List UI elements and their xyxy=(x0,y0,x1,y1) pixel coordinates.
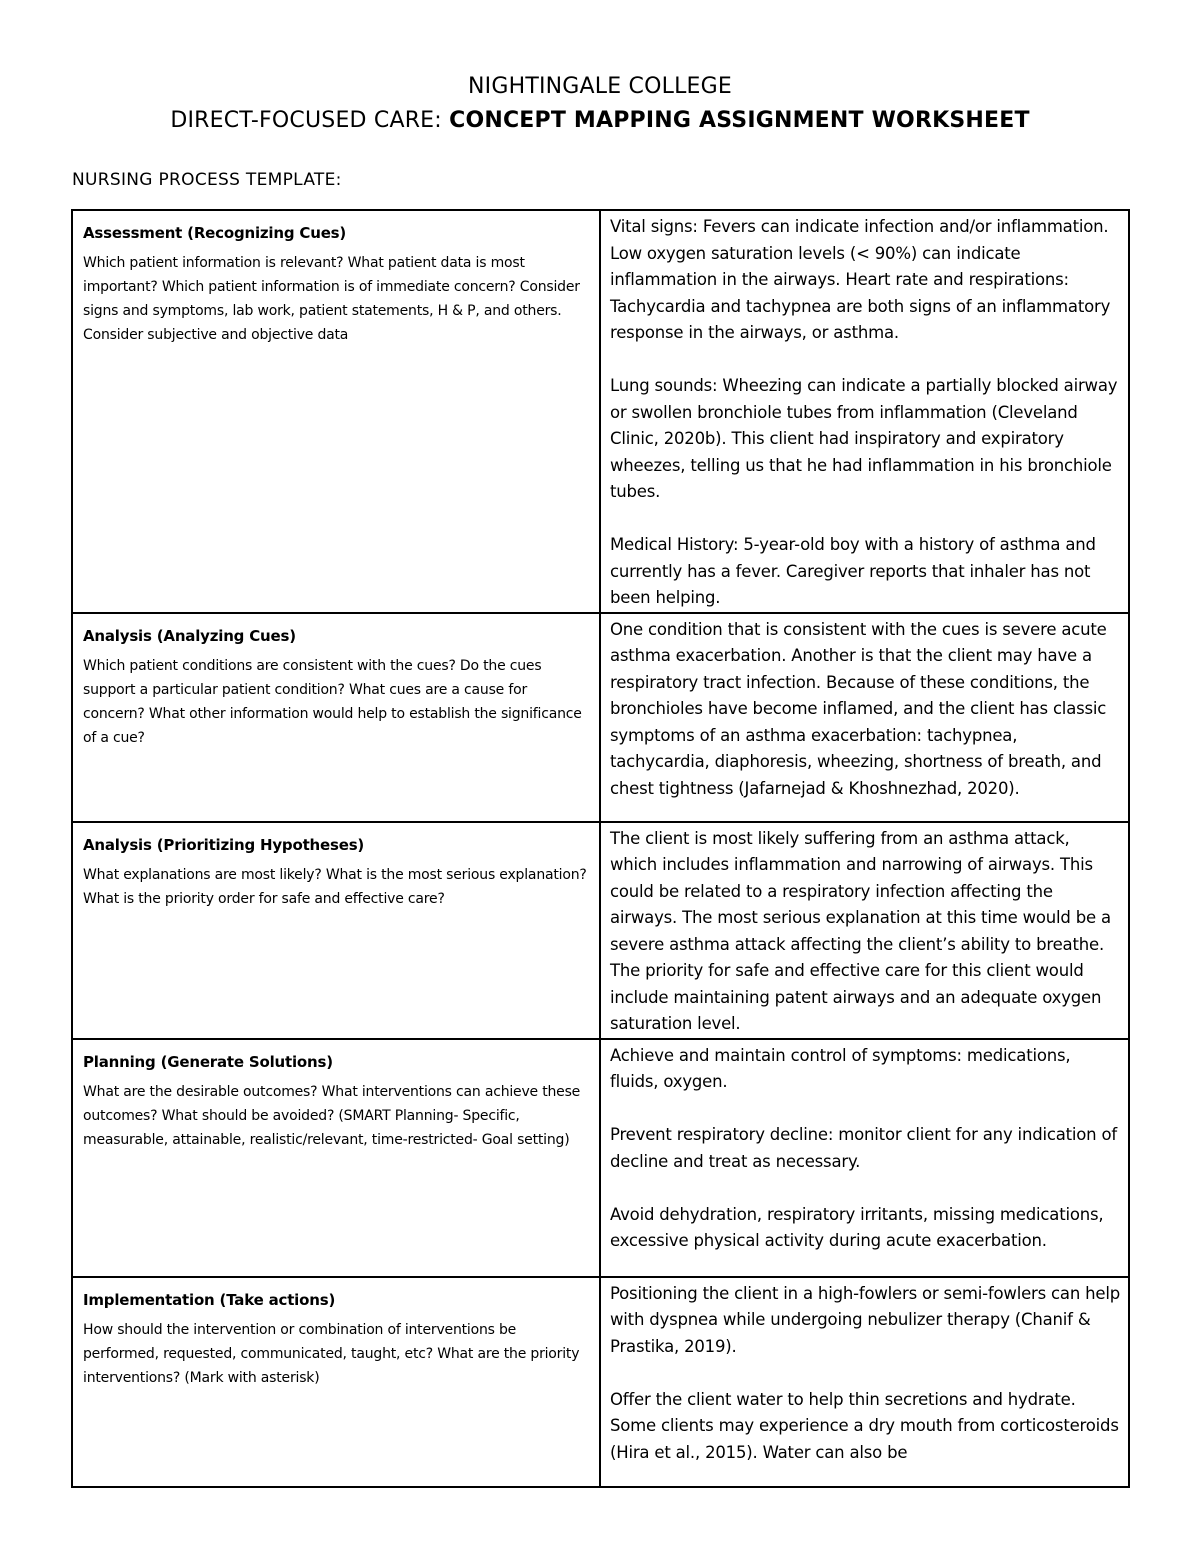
table-row-prioritizing-hypotheses xyxy=(72,822,1129,1039)
worksheet-title xyxy=(0,108,1200,133)
step-answer xyxy=(610,214,1120,612)
step-title: Analysis (Analyzing Cues) xyxy=(83,626,296,645)
step-answer-cell xyxy=(600,822,1129,1039)
step-prompt-cell xyxy=(72,613,600,822)
answer-paragraph: Vital signs: Fevers can indicate infection and/or inflammation. Low oxygen saturation levels (< 90%) can indicate inflammation in the airways. Heart rate and respirations: Tachycardia and tachypnea are both signs of an inflammatory response in the airways, or asthma. xyxy=(610,217,1111,342)
answer-paragraph: Offer the client water to help thin secretions and hydrate. Some clients may experience a dry mouth from corticosteroids (Hira et al., 2015). Water can also be xyxy=(610,1389,1119,1462)
table-row-planning xyxy=(72,1039,1129,1277)
step-answer-cell xyxy=(600,1277,1129,1487)
nursing-process-table xyxy=(71,209,1130,1488)
step-question: Which patient conditions are consistent with the cues? Do the cues support a particular patient condition? What cues are a cause for concern? What other information would help to establish the significance of a cue? xyxy=(83,657,582,746)
step-answer-cell xyxy=(600,1039,1129,1277)
answer-paragraph: Positioning the client in a high-fowlers or semi-fowlers can help with dyspnea while undergoing nebulizer therapy (Chanif & Prastika, 2019). xyxy=(610,1283,1121,1356)
step-prompt-cell xyxy=(72,1039,600,1277)
step-question: How should the intervention or combination of interventions be performed, requested, communicated, taught, etc? What are the priority interventions? (Mark with asterisk) xyxy=(83,1321,580,1386)
step-answer xyxy=(610,617,1120,803)
step-question: What are the desirable outcomes? What interventions can achieve these outcomes? What should be avoided? (SMART Planning- Specific, measurable, attainable, realistic/relevant, time-restricted- Goal setting) xyxy=(83,1083,581,1148)
answer-paragraph: One condition that is consistent with the cues is severe acute asthma exacerbation. Another is that the client may have a respiratory tract infection. Because of these conditions, the bronchioles have become inflamed, and the client has classic symptoms of an asthma exacerbation: tachypnea, tachycardia, diaphoresis, wheezing, shortness of breath, and chest tightness (Jafarnejad & Khoshnezhad, 2020). xyxy=(610,619,1107,798)
step-answer xyxy=(610,1281,1120,1467)
step-answer-cell xyxy=(600,613,1129,822)
step-prompt-cell xyxy=(72,1277,600,1487)
college-name: NIGHTINGALE COLLEGE xyxy=(467,74,732,99)
step-answer-cell xyxy=(600,210,1129,613)
answer-paragraph: Medical History: 5-year-old boy with a history of asthma and currently has a fever. Caregiver reports that inhaler has not been helping. xyxy=(610,535,1096,607)
table-row-assessment xyxy=(72,210,1129,613)
step-title: Analysis (Prioritizing Hypotheses) xyxy=(83,835,365,854)
step-title: Assessment (Recognizing Cues) xyxy=(83,224,347,242)
table-row-implementation xyxy=(72,1277,1129,1487)
worksheet-title-prefix: DIRECT-FOCUSED CARE: xyxy=(170,108,450,133)
step-question: Which patient information is relevant? What patient data is most important? Which patient information is of immediate concern? Consider signs and symptoms, lab work, patient statements, H & P, and others. Consider subjective and objective data xyxy=(83,255,580,343)
step-question: What explanations are most likely? What is the most serious explanation? What is the priority order for safe and effective care? xyxy=(83,866,587,907)
answer-paragraph: Lung sounds: Wheezing can indicate a partially blocked airway or swollen bronchiole tubes from inflammation (Cleveland Clinic, 2020b). This client had inspiratory and expiratory wheezes, telling us that he had inflammation in his bronchiole tubes. xyxy=(610,376,1118,501)
answer-paragraph: Avoid dehydration, respiratory irritants, missing medications, excessive physical activity during acute exacerbation. xyxy=(610,1204,1104,1250)
step-title: Planning (Generate Solutions) xyxy=(83,1052,333,1071)
step-answer xyxy=(610,826,1120,1038)
step-answer xyxy=(610,1043,1120,1255)
section-heading: NURSING PROCESS TEMPLATE: xyxy=(72,170,342,190)
answer-paragraph: The client is most likely suffering from an asthma attack, which includes inflammation and narrowing of airways. This could be related to a respiratory infection affecting the airways. The most serious explanation at this time would be a severe asthma attack affecting the client’s ability to breathe. The priority for safe and effective care for this client would include maintaining patent airways and an adequate oxygen saturation level. xyxy=(610,828,1111,1033)
step-prompt-cell xyxy=(72,210,600,613)
step-title: Implementation (Take actions) xyxy=(83,1290,336,1309)
answer-paragraph: Achieve and maintain control of symptoms: medications, fluids, oxygen. xyxy=(610,1045,1071,1091)
table-row-analysis-cues xyxy=(72,613,1129,822)
answer-paragraph: Prevent respiratory decline: monitor client for any indication of decline and treat as necessary. xyxy=(610,1125,1117,1171)
worksheet-title-bold: CONCEPT MAPPING ASSIGNMENT WORKSHEET xyxy=(449,108,1030,133)
step-prompt-cell xyxy=(72,822,600,1039)
